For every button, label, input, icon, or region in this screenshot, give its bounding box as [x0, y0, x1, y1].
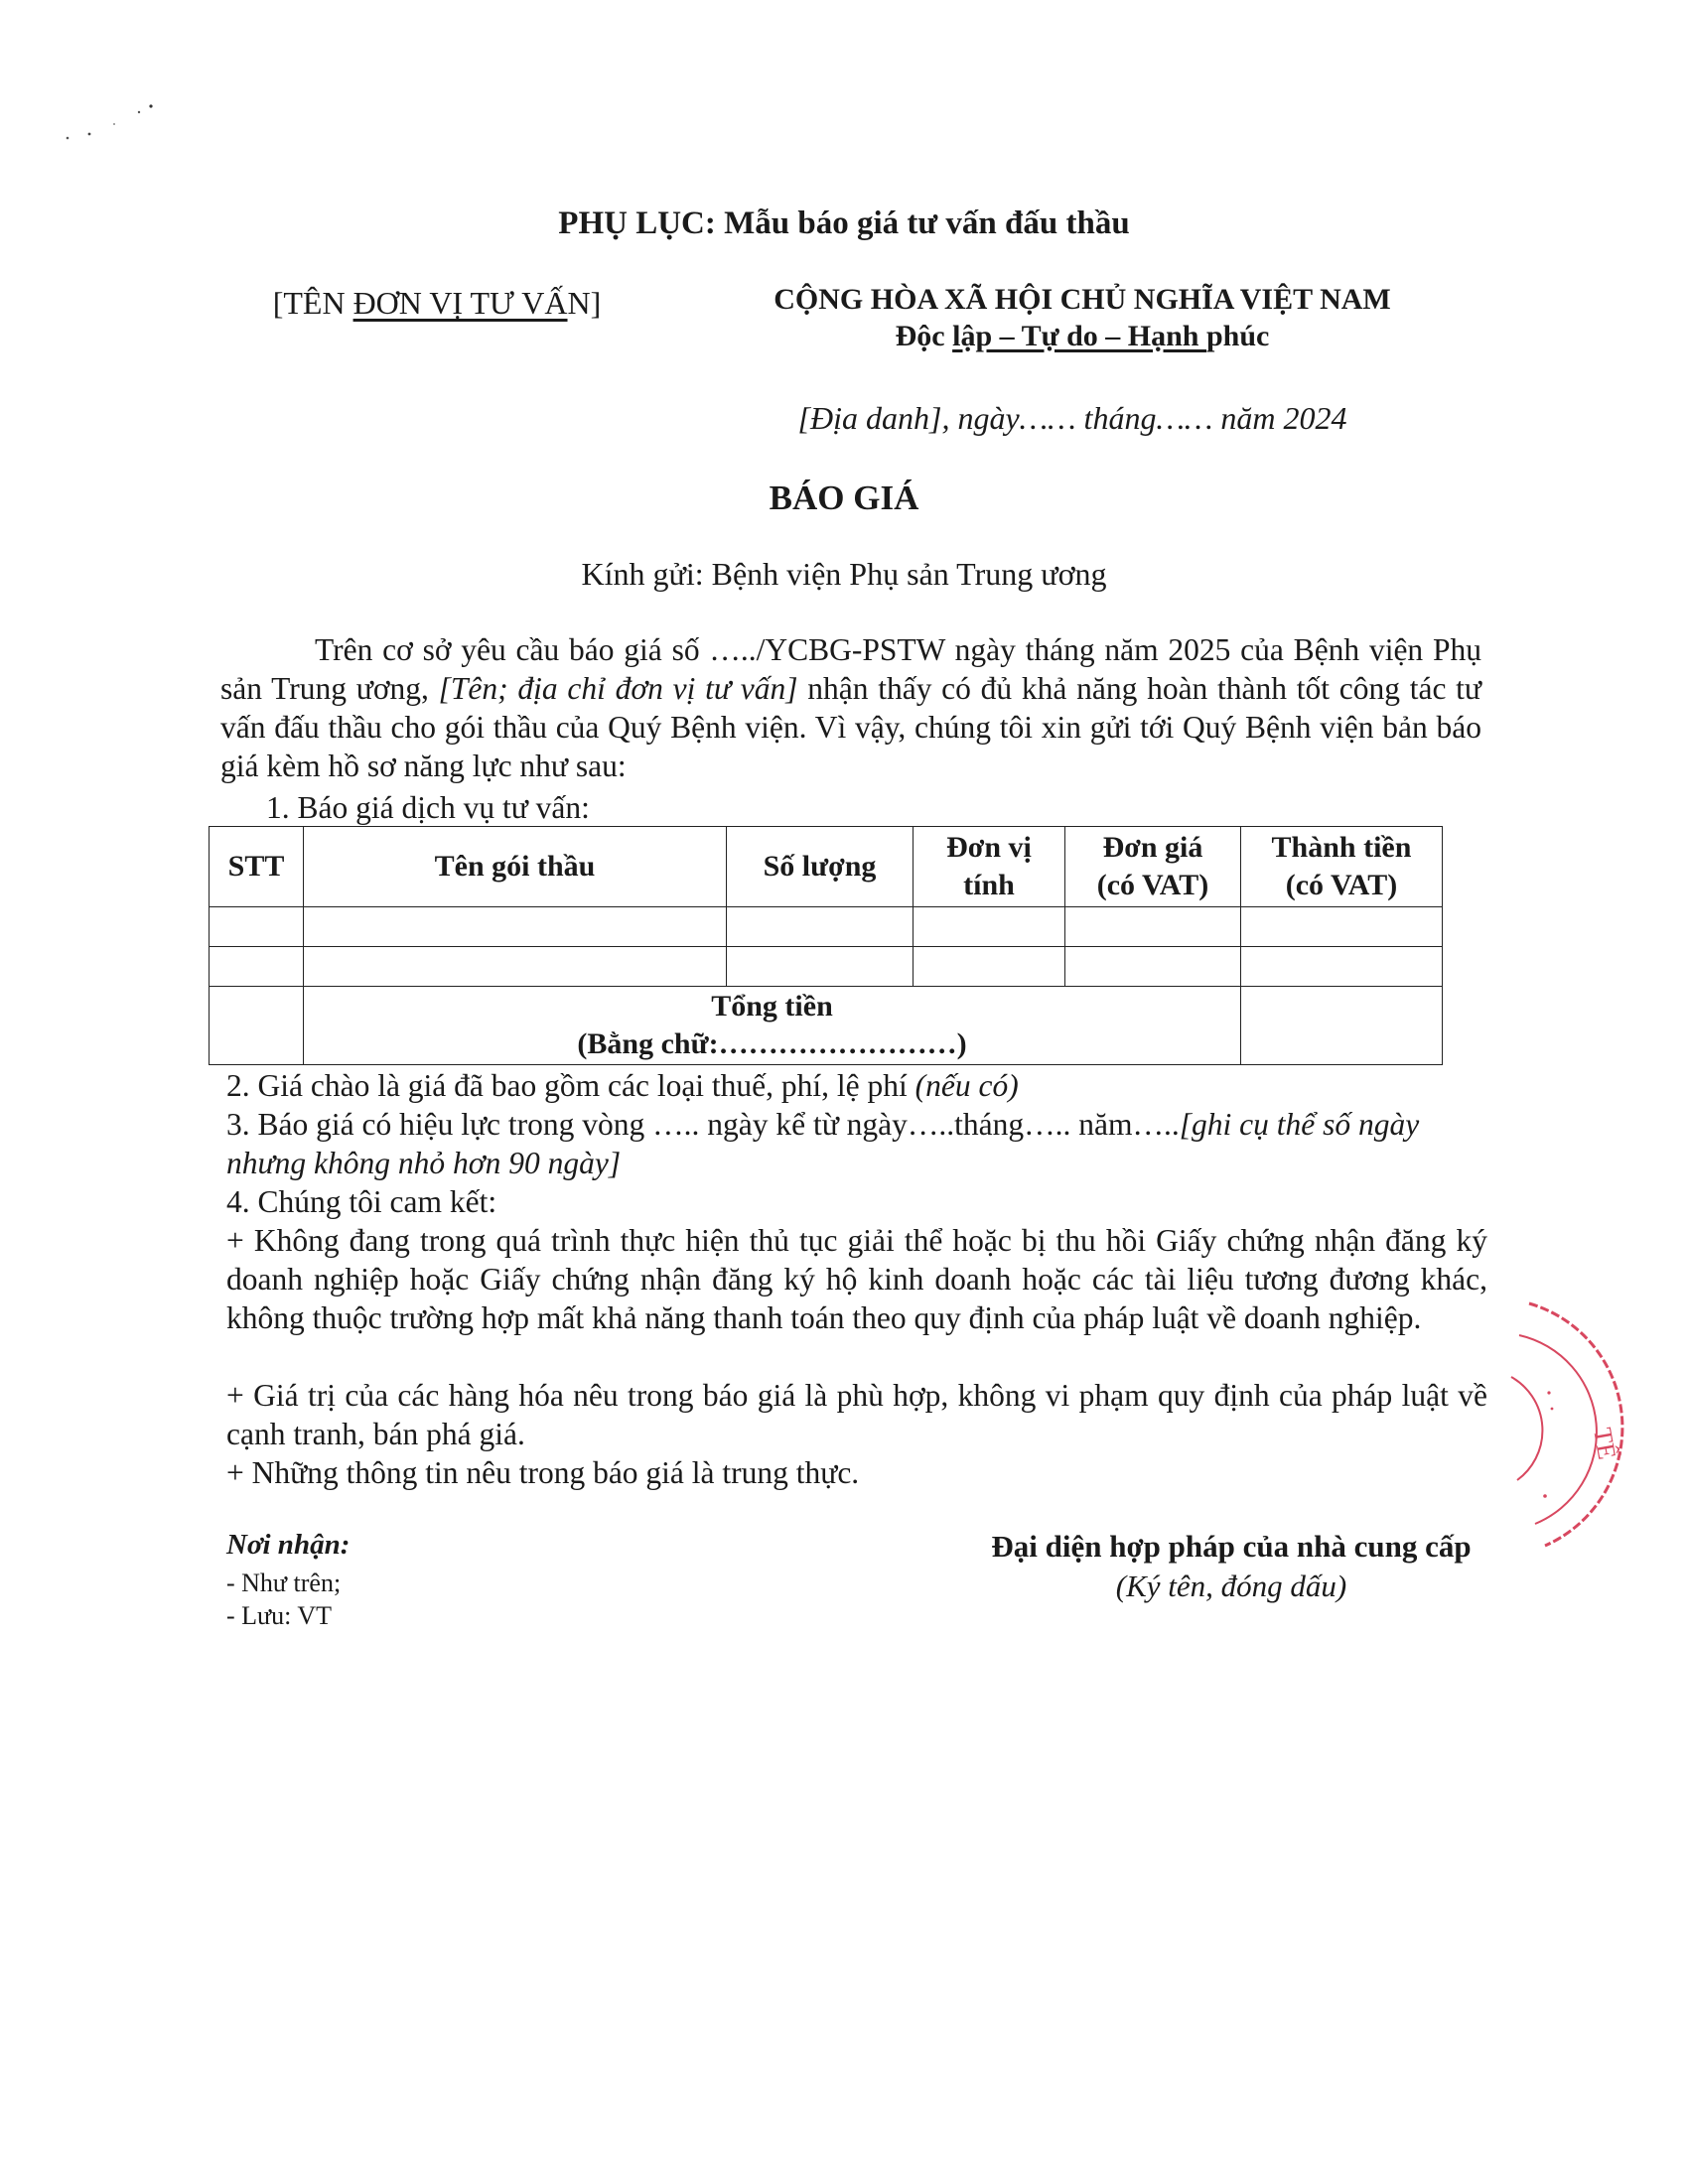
intro-text-2: nhận thấy có đủ khả năng hoàn thành tốt công tác tư vấn đấu thầu cho gói thầu của Quý Bệnh viện. Vì vậy, chúng tôi xin gửi tới Quý Bệnh viện bản báo giá kèm hồ sơ năng lực như sau:: [220, 671, 1481, 783]
header-amount: [1241, 827, 1443, 907]
organization-name-placeholder: [228, 285, 645, 322]
total-amount-cell: [1241, 987, 1443, 1065]
national-motto: [735, 320, 1430, 353]
header-unit-line2: tính: [963, 869, 1015, 901]
table-cell: [1065, 947, 1241, 987]
header-amount-line1: Thành tiền: [1271, 831, 1412, 864]
signature-title: Đại diện hợp pháp của nhà cung cấp: [991, 1529, 1472, 1564]
header-quantity: Số lượng: [727, 827, 914, 907]
recipients-label: Nơi nhận:: [226, 1529, 351, 1561]
recipient-line: Kính gửi: Bệnh viện Phụ sản Trung ương: [581, 556, 1107, 592]
org-name-prefix: [TÊN: [272, 285, 353, 321]
header-amount-line2: (có VAT): [1285, 869, 1398, 901]
table-cell: [210, 987, 304, 1065]
commitment-3: + Những thông tin nêu trong báo giá là trung thực.: [226, 1455, 860, 1490]
table-cell: [210, 947, 304, 987]
signature-note: (Ký tên, đóng dấu): [1115, 1569, 1347, 1603]
header-stt: STT: [210, 827, 304, 907]
term-2: [226, 1066, 1487, 1105]
table-header-row: [210, 827, 1443, 907]
motto-prefix: Độc: [895, 320, 953, 352]
intro-text-1: Trên cơ sở yêu cầu báo giá số …../YCBG-PSTW ngày tháng năm 2025 của Bệnh viện Phụ sản Trung ương,: [220, 632, 1481, 706]
header-unit: [914, 827, 1065, 907]
table-cell: [914, 907, 1065, 947]
table-cell: [304, 907, 727, 947]
table-cell: [727, 947, 914, 987]
table-cell: [1241, 947, 1443, 987]
term-2-italic: (nếu có): [914, 1068, 1019, 1103]
quotation-table: [209, 826, 1443, 1065]
table-cell: [727, 907, 914, 947]
recipient-item: - Như trên;: [226, 1569, 342, 1597]
document-title: BÁO GIÁ: [769, 478, 919, 517]
term-4-heading: 4. Chúng tôi cam kết:: [226, 1184, 497, 1219]
recipient-item: - Lưu: VT: [226, 1601, 333, 1630]
org-name-underlined: ĐƠN VỊ TƯ VẤ: [352, 285, 568, 321]
nation-name: CỘNG HÒA XÃ HỘI CHỦ NGHĨA VIỆT NAM: [774, 283, 1391, 316]
header-package-name: Tên gói thầu: [304, 827, 727, 907]
term-3-italic: [ghi cụ thể số ngày nhưng không nhỏ hơn 90 ngày]: [226, 1107, 1420, 1180]
total-in-words: (Bằng chữ:……………………): [577, 1027, 967, 1060]
header-unit-price-line1: Đơn giá: [1102, 831, 1203, 864]
table-cell: [914, 947, 1065, 987]
motto-suffix: phúc: [1206, 320, 1270, 352]
term-2-text: 2. Giá chào là giá đã bao gồm các loại thuế, phí, lệ phí: [226, 1068, 915, 1103]
stamp-mark: [1509, 1286, 1658, 1564]
place-date-line: [Địa danh], ngày…… tháng…… năm 2024: [797, 400, 1347, 436]
commitment-2: + Giá trị của các hàng hóa nêu trong báo giá là phù hợp, không vi phạm quy định của pháp luật về cạnh tranh, bán phá giá.: [226, 1378, 1487, 1451]
header-unit-line1: Đơn vị: [946, 831, 1032, 864]
intro-paragraph: [220, 630, 1481, 785]
term-3-text: 3. Báo giá có hiệu lực trong vòng ….. ngày kể từ ngày…..tháng….. năm…..: [226, 1107, 1180, 1142]
appendix-title: PHỤ LỤC: Mẫu báo giá tư vấn đấu thầu: [558, 205, 1130, 241]
term-3: [226, 1105, 1487, 1182]
table-cell: [1065, 907, 1241, 947]
table-cell: [210, 907, 304, 947]
table-row: [210, 947, 1443, 987]
total-label: Tổng tiền: [711, 990, 833, 1023]
section-1-heading: 1. Báo giá dịch vụ tư vấn:: [266, 790, 590, 825]
total-row: [210, 987, 1443, 1065]
header-unit-price-line2: (có VAT): [1096, 869, 1209, 901]
motto-underlined: lập – Tự do – Hạnh: [952, 320, 1206, 352]
org-name-suffix: N]: [567, 285, 602, 321]
svg-text:TẾ: TẾ: [1588, 1426, 1622, 1462]
table-cell: [1241, 907, 1443, 947]
scan-specks: [60, 94, 169, 154]
header-unit-price: [1065, 827, 1241, 907]
table-cell: [304, 947, 727, 987]
intro-italic-placeholder: [Tên; địa chỉ đơn vị tư vấn]: [438, 671, 798, 706]
table-row: [210, 907, 1443, 947]
commitment-1: + Không đang trong quá trình thực hiện thủ tục giải thể hoặc bị thu hồi Giấy chứng nhận đăng ký doanh nghiệp hoặc Giấy chứng nhận đăng ký hộ kinh doanh hoặc các tài liệu tương đương khác, không thuộc trường hợp mất khả năng thanh toán theo quy định của pháp luật về doanh nghiệp.: [226, 1223, 1487, 1335]
total-label-cell: [304, 987, 1241, 1065]
